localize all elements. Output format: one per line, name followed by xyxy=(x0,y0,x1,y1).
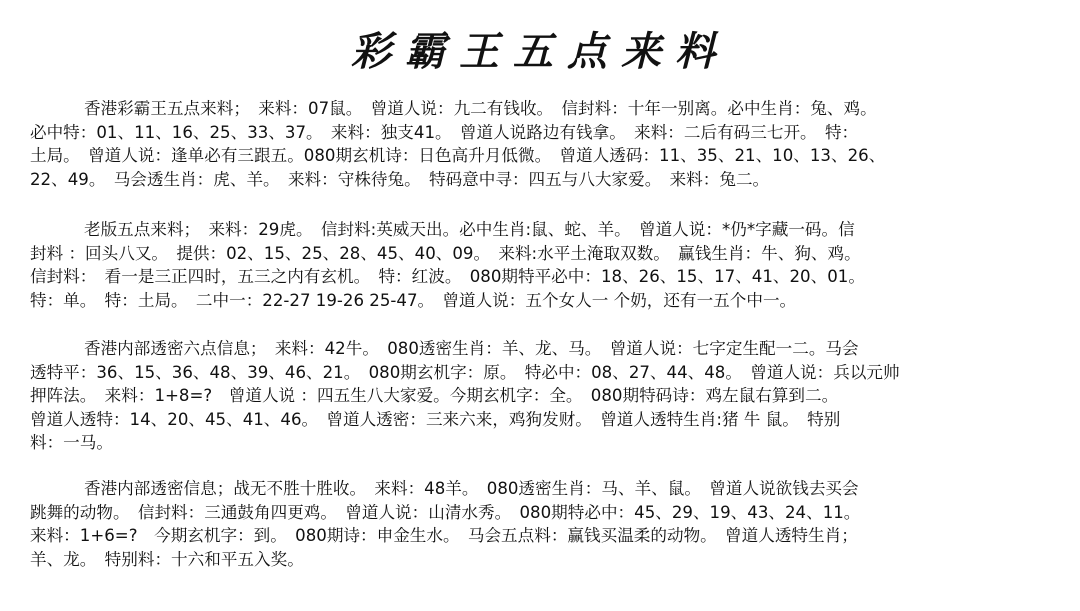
text-line: 羊、龙。 特别料：十六和平五入奖。 xyxy=(30,549,304,569)
text-line: 老版五点来料； 来料：29虎。 信封料:英威天出。必中生肖:鼠、蛇、羊。 曾道人说：*仍*字藏一码。信 xyxy=(84,220,855,239)
text-line: 香港内部透密信息；战无不胜十胜收。 来料：48羊。 080透密生肖：马、羊、鼠。 曾道人说欲钱去买会 xyxy=(84,479,859,498)
text-line: 特：单。 特：土局。 二中一：22-27 19-26 25-47。 曾道人说：五个女人一 个奶，还有一五个中一。 xyxy=(30,290,797,310)
text-line: 土局。 曾道人说：逢单必有三跟五。080期玄机诗：日色高升月低微。 曾道人透码：11、35、21、10、13、26、 xyxy=(30,146,886,165)
text-line: 透特平：36、15、36、48、39、46、21。 080期玄机字：原。 特必中：08、27、44、48。 曾道人说：兵以元帅 xyxy=(30,362,900,382)
text-line: 必中特：01、11、16、25、33、37。 来料：独支41。 曾道人说路边有钱拿。 来料：二后有码三七开。 特： xyxy=(30,122,859,142)
text-line: 押阵法。 来料：1+8=? 曾道人说 ：四五生八大家爱。今期玄机字：全。 080期特码诗：鸡左鼠右算到二。 xyxy=(30,386,839,405)
text-line: 跳舞的动物。 信封料：三通鼓角四更鸡。 曾道人说：山清水秀。 080期特必中：45、29、19、43、24、11。 xyxy=(30,502,861,522)
page-title: 彩霸王五点来料 xyxy=(351,28,729,75)
text-line: 香港彩霸王五点来料； 来料：07鼠。 曾道人说：九二有钱收。 信封料：十年一别离。必中生肖：兔、鸡。 xyxy=(84,99,877,118)
section-hongkong-five-point xyxy=(30,97,1060,191)
section-old-version-five-point xyxy=(30,218,1060,312)
text-line: 料：一马。 xyxy=(30,433,113,452)
section-internal-six-point xyxy=(30,337,1060,455)
text-line: 22、49。 马会透生肖：虎、羊。 来料：守株待兔。 特码意中寻：四五与八大家爱。 来料：兔二。 xyxy=(30,169,770,189)
text-line: 曾道人透特：14、20、45、41、46。 曾道人透密：三来六来，鸡狗发财。 曾道人透特生肖:猪 牛 鼠。 特别 xyxy=(30,409,841,429)
section-internal-info xyxy=(30,477,1060,571)
text-line: 来料：1+6=? 今期玄机字：到。 080期诗：申金生水。 马会五点料：赢钱买温柔的动物。 曾道人透特生肖； xyxy=(30,526,858,545)
text-line: 香港内部透密六点信息； 来料：42牛。 080透密生肖：羊、龙、马。 曾道人说：七字定生配一二。马会 xyxy=(84,339,859,358)
text-line: 封料 ：回头八又。 提供：02、15、25、28、45、40、09。 来料:水平土淹取双数。 赢钱生肖：牛、狗、鸡。 xyxy=(30,243,861,263)
text-line: 信封料： 看一是三正四时，五三之内有玄机。 特：红波。 080期特平必中：18、26、15、17、41、20、01。 xyxy=(30,267,865,286)
